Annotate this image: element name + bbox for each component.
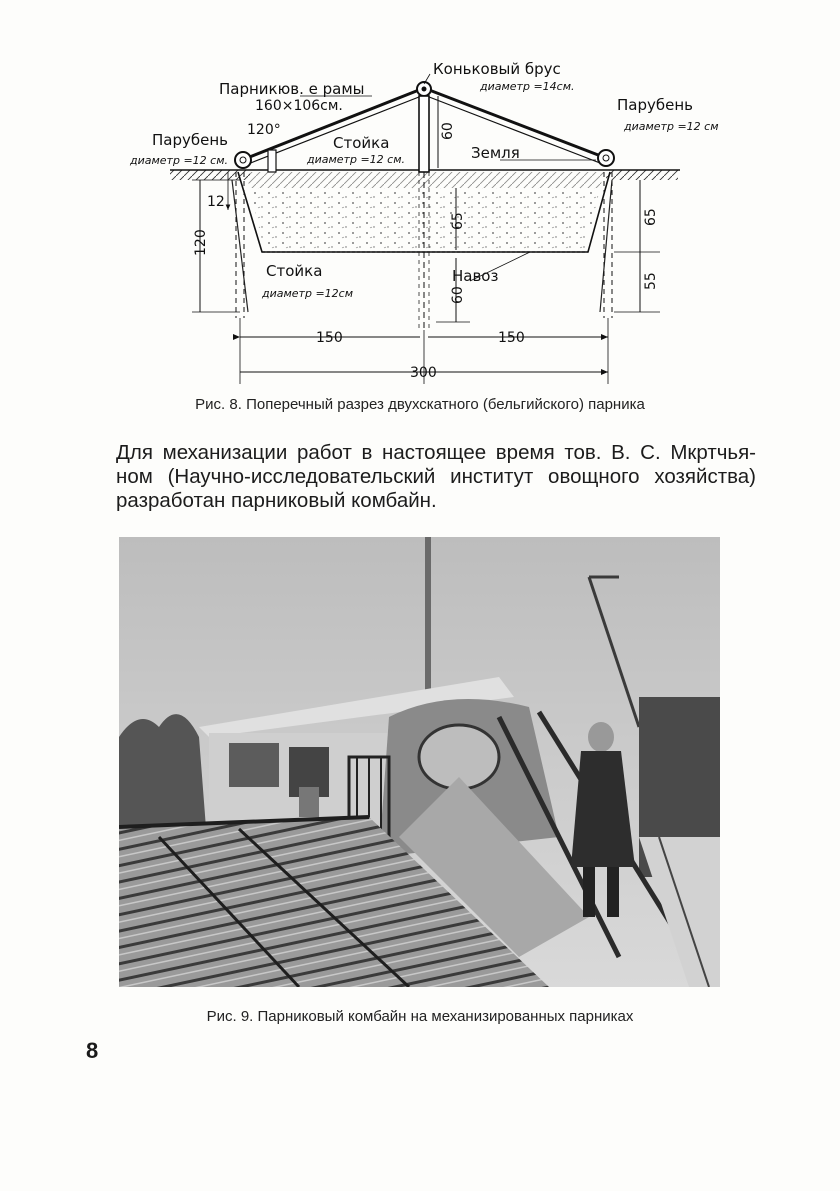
right-sill-circle <box>598 150 614 166</box>
label-left-sill: Парубень <box>152 131 228 149</box>
greenhouse-combine-photo <box>119 537 720 987</box>
dim-12: 12 <box>207 194 225 210</box>
manure-fill <box>250 188 600 250</box>
label-right-sill: Парубень <box>617 96 693 114</box>
label-ridge-diam: диаметр =14см. <box>480 80 575 93</box>
greenhouse-cross-section-diagram <box>0 0 840 395</box>
dim-150-right: 150 <box>498 330 525 346</box>
label-lower-post: Стойка <box>266 262 323 280</box>
dim-150-left: 150 <box>316 330 343 346</box>
dim-60-bottom: 60 <box>450 286 466 304</box>
label-left-sill-diam: диаметр =12 см. <box>130 154 229 167</box>
label-lower-post-diam: диаметр =12см <box>262 287 354 300</box>
label-post: Стойка <box>333 134 390 152</box>
left-sill-circle <box>235 152 251 168</box>
figure9-caption: Рис. 9. Парниковый комбайн на механизированных парниках <box>206 1008 634 1025</box>
dim-60-top: 60 <box>440 122 456 140</box>
body-paragraph: Для механизации работ в настоящее время тов. В. С. Мкртчья-ном (Научно-исследовательский институт овощного хозяйства) разработан парниковый комбайн. <box>116 441 756 512</box>
dim-55: 55 <box>643 272 659 290</box>
label-frames: Парникюв. е рамы <box>219 80 365 98</box>
figure8-caption: Рис. 8. Поперечный разрез двухскатного (бельгийского) парника <box>195 396 645 413</box>
label-soil: Земля <box>471 144 520 162</box>
center-post <box>419 96 429 172</box>
ground-hatch-right <box>606 170 678 180</box>
label-angle: 120° <box>247 122 281 138</box>
label-right-sill-diam: диаметр =12 см <box>624 120 719 133</box>
dim-300: 300 <box>410 365 437 381</box>
label-ridge-beam: Коньковый брус <box>433 60 561 78</box>
dim-120: 120 <box>193 229 209 256</box>
label-manure: Навоз <box>452 267 499 285</box>
ground-hatch-left <box>170 170 250 180</box>
dim-65-center: 65 <box>450 212 466 230</box>
dim-65-right: 65 <box>643 208 659 226</box>
page-number: 8 <box>86 1038 99 1063</box>
label-post-diam: диаметр =12 см. <box>307 153 406 166</box>
label-frames-size: 160×106см. <box>255 98 343 114</box>
